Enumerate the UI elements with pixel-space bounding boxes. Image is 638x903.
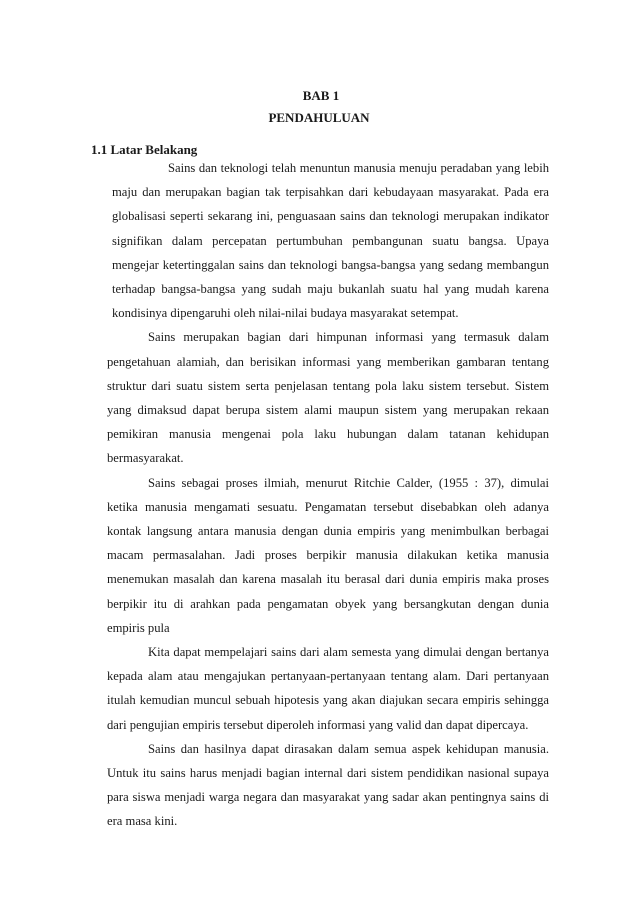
paragraph-1: Sains dan teknologi telah menuntun manusia menuju peradaban yang lebih maju dan merupakan bagian tak terpisahkan dari kebudayaan masyarakat. Pada era globalisasi seperti sekarang ini, penguasaan sains dan teknologi merupakan indikator signifikan dalam percepatan pertumbuhan pembangunan suatu bangsa. Upaya mengejar ketertinggalan sains dan teknologi bangsa-bangsa yang sedang membangun terhadap bangsa-bangsa yang sudah maju bukanlah suatu hal yang mudah karena kondisinya dipengaruhi oleh nilai-nilai budaya masyarakat setempat. [112, 161, 549, 321]
section-heading: 1.1 Latar Belakang [91, 142, 198, 157]
paragraph-5: Sains dan hasilnya dapat dirasakan dalam semua aspek kehidupan manusia. Untuk itu sains harus menjadi bagian internal dari sistem pendidikan nasional supaya para siswa menjadi warga negara dan masyarakat yang sadar akan pentingnya sains di era masa kini. [107, 741, 549, 829]
paragraph-4: Kita dapat mempelajari sains dari alam semesta yang dimulai dengan bertanya kepada alam atau mengajukan pertanyaan-pertanyaan tentang alam. Dari pertanyaan itulah kemudian muncul sebuah hipotesis yang akan diajukan secara empiris sehingga dari pengujian empiris tersebut diperoleh informasi yang valid dan dapat dipercaya. [107, 645, 549, 732]
body-text [107, 156, 549, 834]
paragraph-3: Sains sebagai proses ilmiah, menurut Ritchie Calder, (1955 : 37), dimulai ketika manusia mengamati sesuatu. Pengamatan tersebut disebabkan oleh adanya kontak langsung antara manusia dengan dunia empiris yang menimbulkan berbagai macam permasalahan. Jadi proses berpikir manusia dilakukan ketika manusia menemukan masalah dan karena masalah itu berasal dari dunia empiris maka proses berpikir itu di arahkan pada pengamatan obyek yang bersangkutan dengan dunia empiris pula [107, 475, 549, 635]
paragraph-2: Sains merupakan bagian dari himpunan informasi yang termasuk dalam pengetahuan alamiah, dan berisikan informasi yang memberikan gambaran tentang struktur dari suatu sistem serta penjelasan tentang pola laku sistem tersebut. Sistem yang dimaksud dapat berupa sistem alami maupun sistem yang merupakan rekaan pemikiran manusia mengenai pola laku hubungan dalam tatanan kehidupan bermasyarakat. [107, 330, 549, 466]
chapter-number: BAB 1 [302, 88, 340, 103]
chapter-title: PENDAHULUAN [268, 110, 370, 125]
